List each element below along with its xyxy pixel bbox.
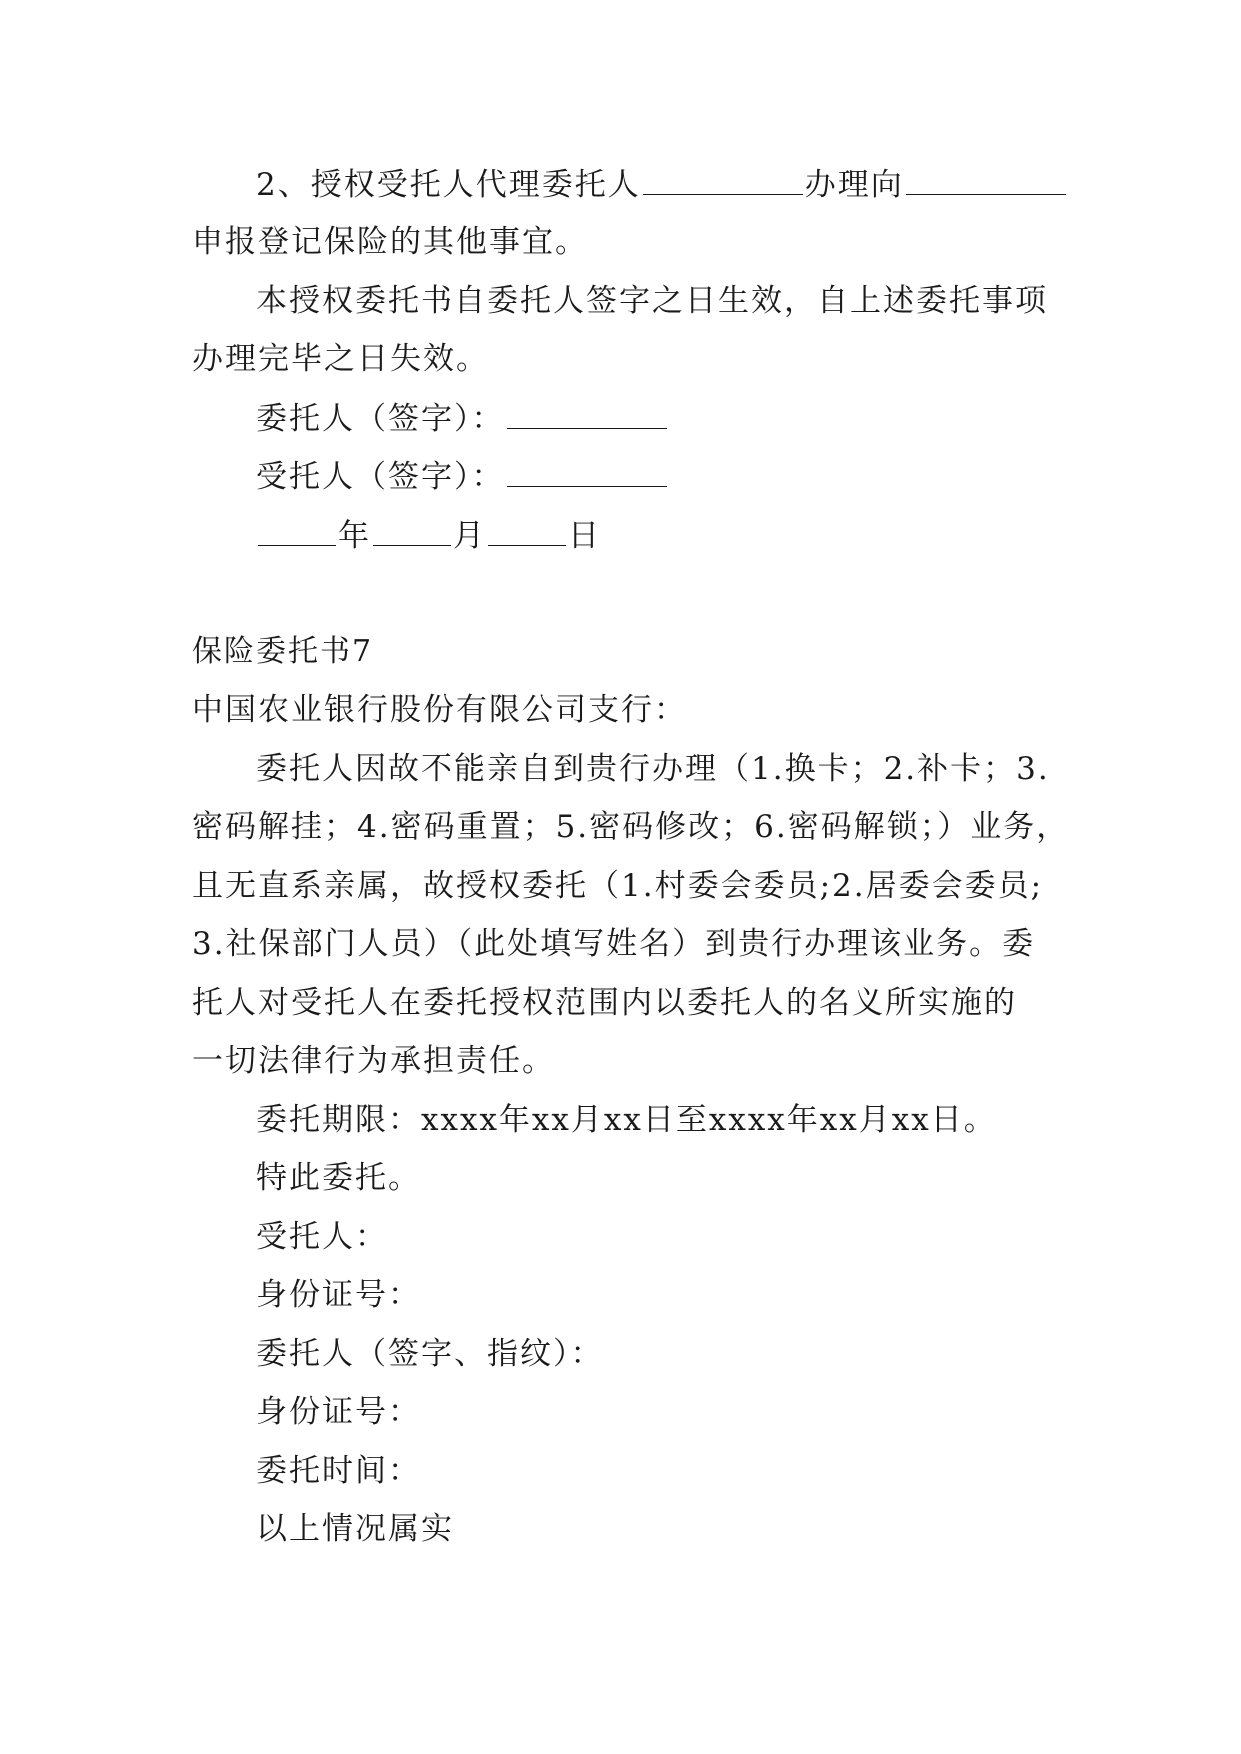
date-month-label: 月 <box>453 518 486 554</box>
item-2-prefix: 2、授权受托人代理委托人 <box>256 167 641 203</box>
agent-id-line: 身份证号： <box>256 1277 421 1313</box>
time-line: 委托时间： <box>256 1453 421 1489</box>
date-year-label: 年 <box>338 518 371 554</box>
agent-sign-line <box>256 456 1072 497</box>
principal-sign-line <box>256 398 1072 439</box>
principal-blank <box>643 164 803 195</box>
period-line: 委托期限：xxxx年xx月xx日至xxxx年xx月xx日。 <box>256 1102 997 1138</box>
body-line-2: 密码解挂；4.密码重置；5.密码修改；6.密码解锁；）业务， <box>192 809 1070 845</box>
addressee: 中国农业银行股份有限公司支行： <box>192 692 687 728</box>
body-line-1: 委托人因故不能亲自到贵行办理（1.换卡；2.补卡；3. <box>256 751 1050 787</box>
confirm-line: 以上情况属实 <box>256 1511 454 1547</box>
body-line-3: 且无直系亲属，故授权委托（1.村委会委员;2.居委会委员; <box>192 868 1044 904</box>
item-2-line-1 <box>256 164 1072 205</box>
day-blank <box>488 515 566 546</box>
agent-sign-blank <box>507 456 667 487</box>
body-line-5: 托人对受托人在委托授权范围内以委托人的名义所实施的 <box>192 985 1017 1021</box>
body-line-6: 一切法律行为承担责任。 <box>192 1043 555 1079</box>
date-line <box>256 515 1072 556</box>
principal-sign-blank <box>507 398 667 429</box>
year-blank <box>258 515 336 546</box>
month-blank <box>373 515 451 546</box>
principal-line: 委托人（签字、指纹）： <box>256 1336 604 1372</box>
item-2-mid: 办理向 <box>804 167 904 203</box>
principal-sign-label: 委托人（签字）： <box>256 401 505 437</box>
section-title: 保险委托书7 <box>192 634 374 669</box>
item-2-line-2: 申报登记保险的其他事宜。 <box>192 224 588 260</box>
body-line-4: 3.社保部门人员）（此处填写姓名）到贵行办理该业务。委 <box>192 926 1036 962</box>
authority-blank <box>906 164 1066 195</box>
agent-line: 受托人： <box>256 1219 388 1255</box>
agent-sign-label: 受托人（签字）： <box>256 459 505 495</box>
date-day-label: 日 <box>568 518 601 554</box>
effect-line-2: 办理完毕之日失效。 <box>192 341 489 377</box>
hereby-line: 特此委托。 <box>256 1160 421 1196</box>
effect-line-1: 本授权委托书自委托人签字之日生效，自上述委托事项 <box>256 283 1048 319</box>
principal-id-line: 身份证号： <box>256 1394 421 1430</box>
